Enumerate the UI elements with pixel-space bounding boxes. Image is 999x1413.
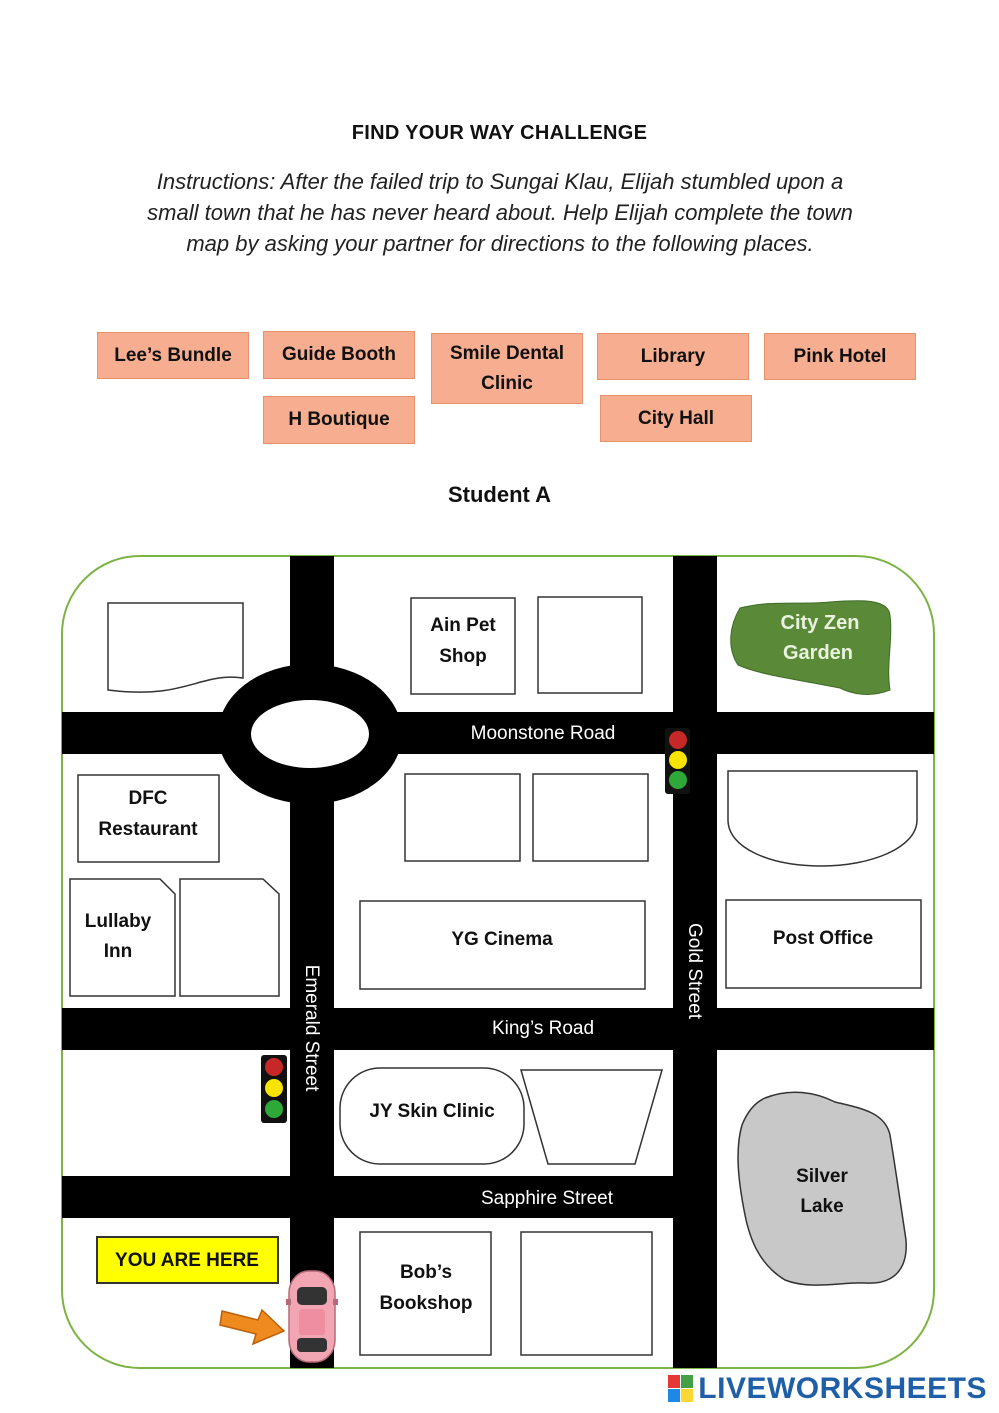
roundabout-island	[251, 700, 369, 768]
liveworksheets-watermark	[668, 1372, 987, 1406]
place-chip-pink-hotel[interactable]: Pink Hotel	[764, 333, 916, 380]
dfc-restaurant-label-1: DFC	[128, 788, 168, 809]
blank-plot-center-right[interactable]	[533, 774, 648, 861]
silver-lake-label-2: Lake	[800, 1196, 844, 1217]
bobs-bookshop-label-1: Bob’s	[399, 1262, 453, 1283]
post-office-label: Post Office	[772, 928, 874, 949]
traffic-light-kings	[261, 1055, 287, 1123]
traffic-light-moonstone	[665, 728, 690, 794]
sapphire-street-label: Sapphire Street	[480, 1188, 614, 1209]
silver-lake	[738, 1092, 906, 1285]
blank-plot-beside-inn[interactable]	[180, 879, 279, 996]
emerald-street-label: Emerald Street	[301, 964, 322, 1092]
place-chip-h-boutique[interactable]: H Boutique	[263, 396, 415, 444]
lullaby-inn	[70, 879, 175, 996]
liveworksheets-logo-icon	[668, 1375, 694, 1403]
blank-plot-rounded[interactable]	[728, 771, 917, 866]
jy-skin-clinic-label: JY Skin Clinic	[369, 1101, 495, 1122]
yg-cinema-label: YG Cinema	[451, 929, 553, 950]
place-chip-smile-dental-clinic[interactable]: Smile Dental Clinic	[431, 333, 583, 404]
silver-lake-label-1: Silver	[796, 1166, 848, 1187]
instructions-text: Instructions: After the failed trip to Sungai Klau, Elijah stumbled upon a small town that he has never heard about. Help Elijah complete the town map by asking your partner for directions to the following places.	[147, 169, 853, 256]
gold-street-label: Gold Street	[684, 922, 705, 1020]
blank-plot-bottom[interactable]	[521, 1232, 652, 1355]
city-zen-garden-label-2: Garden	[782, 642, 854, 664]
kings-road-label: King’s Road	[491, 1018, 595, 1039]
lullaby-inn-label-1: Lullaby	[84, 911, 152, 932]
blank-plot-center-left[interactable]	[405, 774, 520, 861]
ain-pet-shop-label-1: Ain Pet	[430, 615, 496, 636]
place-chip-city-hall[interactable]: City Hall	[600, 395, 752, 442]
blank-plot-beside-pet-shop[interactable]	[538, 597, 642, 693]
lullaby-inn-label-2: Inn	[103, 941, 133, 962]
ain-pet-shop-label-2: Shop	[439, 646, 487, 667]
you-are-here-label: YOU ARE HERE	[115, 1250, 259, 1271]
moonstone-road-label: Moonstone Road	[470, 723, 616, 744]
student-label: Student A	[447, 482, 552, 507]
worksheet-title: FIND YOUR WAY CHALLENGE	[351, 122, 648, 144]
place-chip-library[interactable]: Library	[597, 333, 749, 380]
bobs-bookshop-label-2: Bookshop	[379, 1293, 473, 1314]
dfc-restaurant-label-2: Restaurant	[98, 819, 198, 840]
liveworksheets-text: LIVEWORKSHEETS	[698, 1372, 987, 1405]
city-zen-garden-label-1: City Zen	[780, 612, 860, 634]
place-chip-lees-bundle[interactable]: Lee’s Bundle	[97, 332, 249, 379]
car-icon	[286, 1271, 338, 1362]
place-chip-guide-booth[interactable]: Guide Booth	[263, 331, 415, 379]
